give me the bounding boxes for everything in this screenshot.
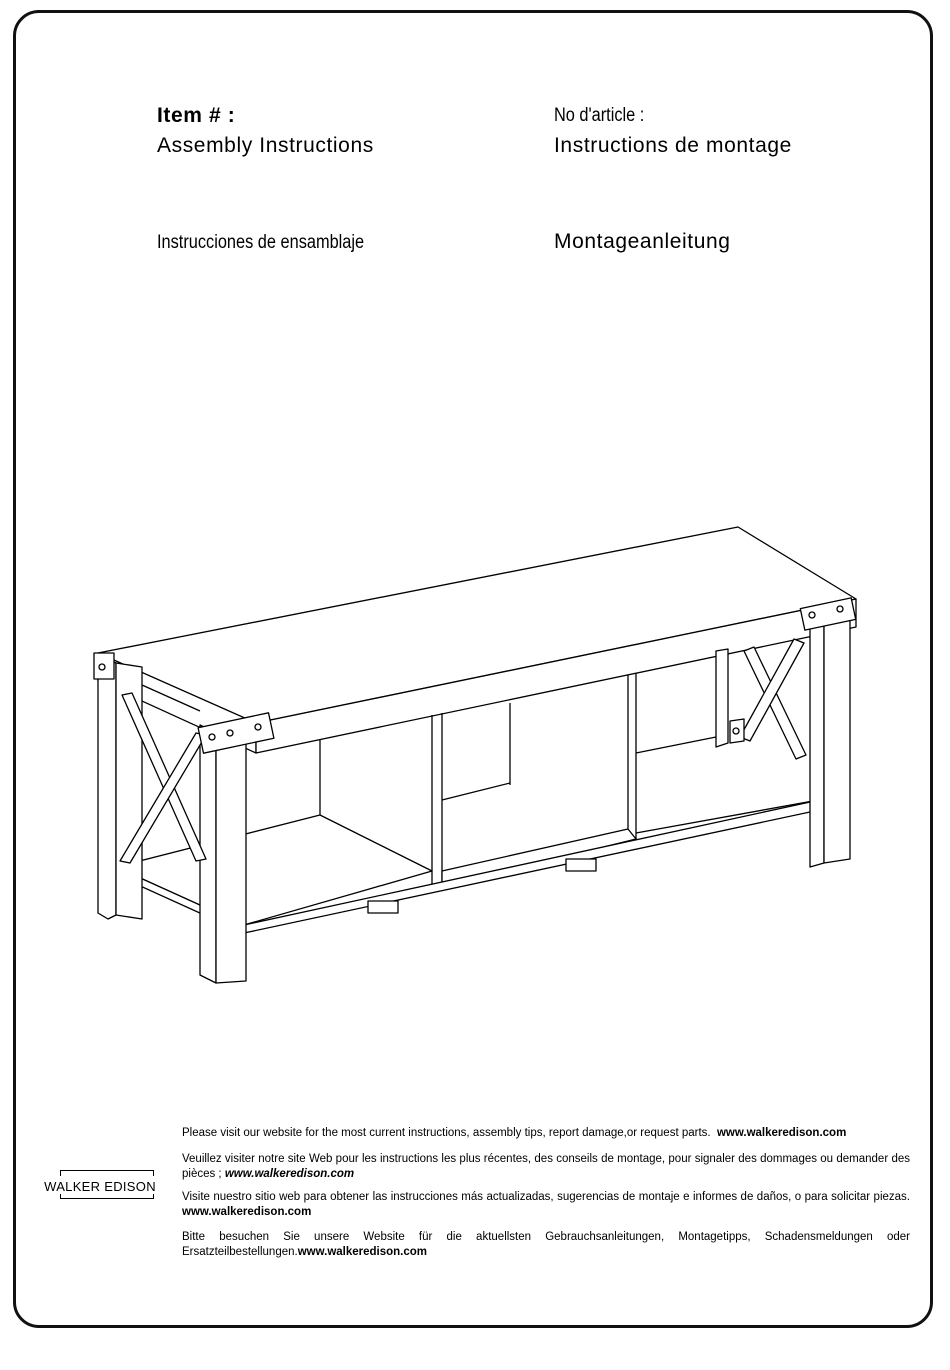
assembly-instructions-es: Instrucciones de ensamblaje xyxy=(157,232,365,253)
tv-stand-illustration xyxy=(80,515,880,995)
footer-note-fr xyxy=(182,1152,910,1182)
footer-text-fr: Veuillez visiter notre site Web pour les instructions les plus récentes, des conseils de montage, pour signaler des dommages ou demander des pièces ; xyxy=(182,1153,910,1180)
footer-note-en xyxy=(182,1126,910,1141)
item-number-label: Item # : xyxy=(157,104,236,127)
logo-wordmark: WALKER EDISON xyxy=(44,1179,156,1194)
walker-edison-logo xyxy=(38,1170,162,1206)
footer-text-es: Visite nuestro sitio web para obtener las instrucciones más actualizadas, sugerencias de montaje e informes de daños, o para solicitar piezas. xyxy=(182,1191,910,1203)
assembly-instructions-fr: Instructions de montage xyxy=(554,134,792,157)
footer-text-de: Bitte besuchen Sie unsere Website für die aktuellsten Gebrauchsanleitungen, Montagetipps, Schadensmeldungen oder Ersatzteilbestellungen. xyxy=(182,1231,910,1258)
website-link-de[interactable]: www.walkeredison.com xyxy=(297,1246,428,1258)
footer-note-de xyxy=(182,1230,910,1260)
website-link-es[interactable]: www.walkeredison.com xyxy=(182,1206,312,1218)
assembly-instructions-en: Assembly Instructions xyxy=(157,134,374,157)
website-link-fr[interactable]: www.walkeredison.com xyxy=(224,1168,355,1180)
footer-text-en: Please visit our website for the most current instructions, assembly tips, report damage,or request parts. xyxy=(182,1127,711,1139)
website-link-en[interactable]: www.walkeredison.com xyxy=(716,1127,847,1139)
article-number-label: No d'article : xyxy=(554,105,645,126)
assembly-instructions-de: Montageanleitung xyxy=(554,230,731,253)
footer-note-es xyxy=(182,1190,910,1220)
